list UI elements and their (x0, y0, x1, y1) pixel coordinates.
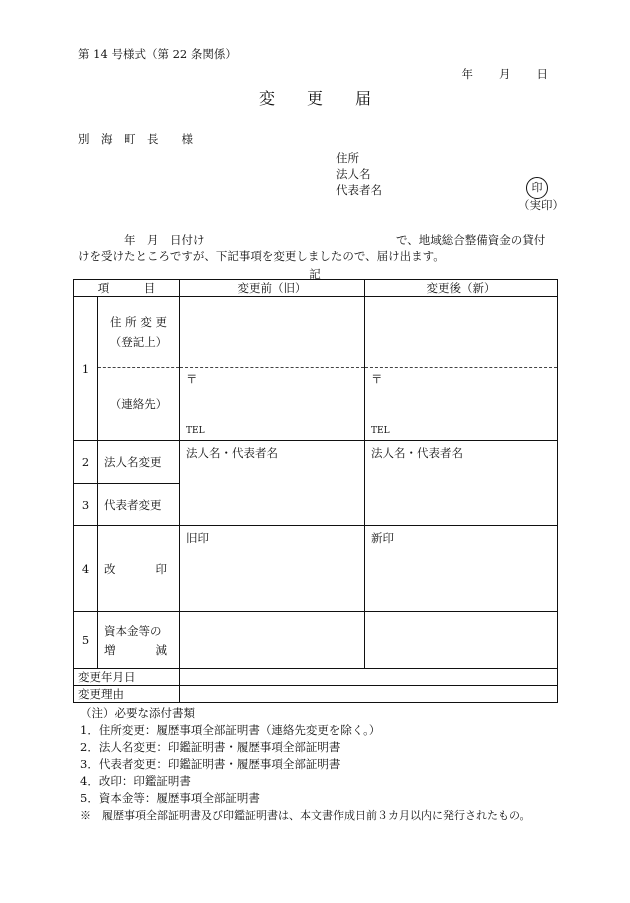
postal-mark-after: 〒 (371, 372, 383, 386)
row5-label-a: 資本金等の (104, 623, 162, 638)
row5-label-b: 増 (104, 642, 116, 657)
row1-label-contact: （連絡先） (98, 368, 180, 441)
header-item: 項 目 (74, 280, 180, 297)
form-number: 第 14 号様式（第 22 条関係） (78, 47, 237, 61)
row2-label: 法人名変更 (98, 441, 180, 484)
body-date-phrase: 年 月 日付け (124, 233, 205, 247)
row1-before-registered (180, 297, 365, 368)
row3-number: 3 (74, 484, 98, 526)
change-table (73, 279, 558, 703)
row1-label-a2: （登記上） (109, 335, 168, 349)
row2-before: 法人名・代表者名 (180, 441, 365, 526)
row1-after-registered (365, 297, 558, 368)
row1-number: 1 (74, 297, 98, 441)
row5-label-c: 減 (155, 642, 167, 657)
postal-mark-before: 〒 (186, 372, 198, 386)
body-line2: けを受けたところですが、下記事項を変更しましたので、届け出ます。 (78, 249, 445, 263)
note-item: 2．法人名変更：印鑑証明書・履歴事項全部証明書 (80, 740, 341, 754)
row5-number: 5 (74, 612, 98, 669)
row4-before: 旧印 (180, 526, 365, 612)
change-date-label: 変更年月日 (74, 669, 180, 686)
tel-mark-after: TEL (371, 426, 390, 436)
row4-label-b: 印 (155, 561, 167, 576)
body-line1-rest: で、地域総合整備資金の貸付 (396, 233, 546, 247)
row4-label-a: 改 (104, 561, 116, 576)
note-item: 5．資本金等：履歴事項全部証明書 (80, 791, 260, 805)
date-month: 月 (499, 67, 511, 81)
row2-after: 法人名・代表者名 (365, 441, 558, 526)
seal-note: （実印） (518, 198, 564, 212)
note-item: 4．改印：印鑑証明書 (80, 774, 191, 788)
date-day: 日 (536, 67, 548, 81)
row1-label-registered (98, 297, 180, 368)
addressee: 別 海 町 長 様 (78, 132, 193, 146)
sender-address-label: 住所 (336, 151, 359, 165)
date-line (462, 66, 549, 82)
row1-before-contact (180, 368, 365, 441)
change-reason-label: 変更理由 (74, 686, 180, 703)
seal-mark: 印 (526, 177, 548, 199)
row5-before (180, 612, 365, 669)
row5-label (98, 612, 180, 669)
row3-label: 代表者変更 (98, 484, 180, 526)
header-before: 変更前（旧） (180, 280, 365, 297)
note-item: 1．住所変更：履歴事項全部証明書（連絡先変更を除く。） (80, 723, 381, 737)
ki-heading: 記 (309, 267, 321, 281)
row4-label (98, 526, 180, 612)
tel-mark-before: TEL (186, 426, 205, 436)
row1-after-contact (365, 368, 558, 441)
note-item: 3．代表者変更：印鑑証明書・履歴事項全部証明書 (80, 757, 341, 771)
row1-label-a: 住 所 変 更 (110, 315, 167, 329)
sender-corporation-label: 法人名 (336, 167, 371, 181)
change-date-value (180, 669, 558, 686)
row5-after (365, 612, 558, 669)
notes-heading: （注）必要な添付書類 (80, 706, 195, 720)
notes-footnote: ※ 履歴事項全部証明書及び印鑑証明書は、本文書作成日前３カ月以内に発行されたもの。 (80, 809, 531, 822)
sender-representative-label: 代表者名 (336, 183, 382, 197)
change-reason-value (180, 686, 558, 703)
row2-number: 2 (74, 441, 98, 484)
row4-number: 4 (74, 526, 98, 612)
row4-after: 新印 (365, 526, 558, 612)
document-title: 変 更 届 (258, 89, 371, 108)
date-year: 年 (461, 67, 473, 81)
header-after: 変更後（新） (365, 280, 558, 297)
